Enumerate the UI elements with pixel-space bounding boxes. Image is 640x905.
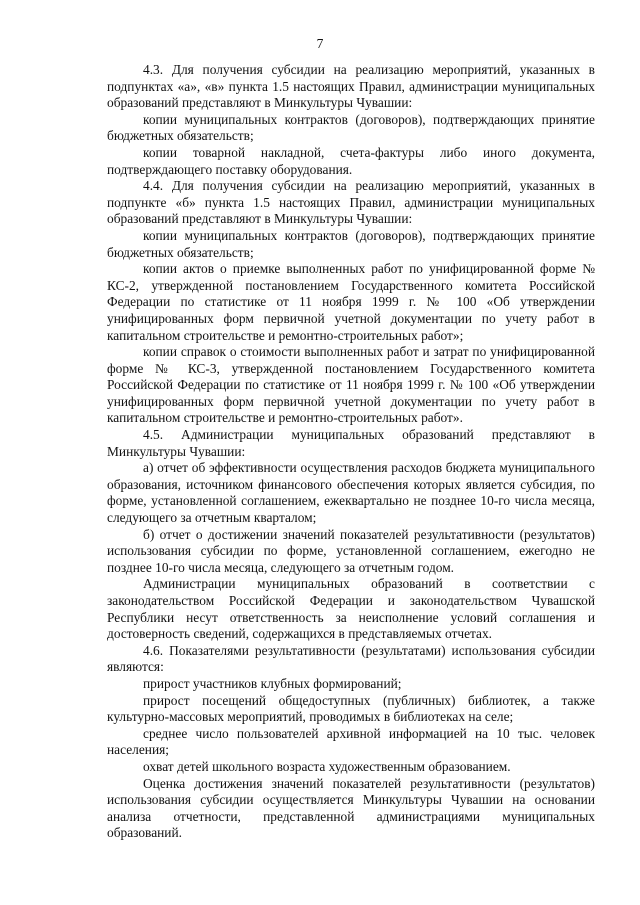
list-item-contracts: копии муниципальных контрактов (договоров), подтверждающих принятие бюджетных обязательств; <box>107 111 595 144</box>
list-item-invoices: копии товарной накладной, счета-фактуры либо иного документа, подтверждающего поставку оборудования. <box>107 144 595 177</box>
paragraph-4-6: 4.6. Показателями результативности (результатами) использования субсидии являются: <box>107 642 595 675</box>
paragraph-assessment: Оценка достижения значений показателей результативности (результатов) использования субсидии осуществляется Минкультуры Чувашии на основании анализа отчетности, представленной администрациями муниципальных образований. <box>107 775 595 841</box>
indicator-archive-users: среднее число пользователей архивной информацией на 10 тыс. человек населения; <box>107 725 595 758</box>
paragraph-4-4: 4.4. Для получения субсидии на реализацию мероприятий, указанных в подпункте «б» пункта 1.5 настоящих Правил, администрации муниципальных образований представляют в Минкультуры Чувашии: <box>107 178 595 227</box>
document-body <box>107 62 595 842</box>
indicator-library-visits: прирост посещений общедоступных (публичных) библиотек, а также культурно-массовых мероприятий, проводимых в библиотеках на селе; <box>107 692 595 725</box>
indicator-art-education: охват детей школьного возраста художественным образованием. <box>143 758 511 774</box>
indicator-club-participants: прирост участников клубных формирований; <box>143 675 402 691</box>
list-item-a-efficiency-report: а) отчет об эффективности осуществления расходов бюджета муниципального образования, источником финансового обеспечения которых является субсидия, по форме, установленной соглашением, ежеквартально не позднее 10-го числа месяца, следующего за отчетным кварталом; <box>107 460 595 526</box>
paragraph-responsibility: Администрации муниципальных образований в соответствии с законодательством Российской Федерации и законодательством Чувашской Республики несут ответственность за неисполнение условий соглашения и достоверность сведений, содержащихся в представляемых отчетах. <box>107 576 595 642</box>
paragraph-4-3: 4.3. Для получения субсидии на реализацию мероприятий, указанных в подпунктах «а», «в» пункта 1.5 настоящих Правил, администрации муниципальных образований представляют в Минкультуры Чувашии: <box>107 62 595 111</box>
list-item-ks3-certificates: копии справок о стоимости выполненных работ и затрат по унифицированной форме № КС-3, утвержденной постановлением Государственного комитета Российской Федерации по статистике от 11 ноября 1999 г. № 100 «Об утверждении унифицированных форм первичной учетной документации по учету работ в капитальном строительстве и ремонтно-строительных работ». <box>107 344 595 426</box>
list-item-ks2-acts: копии актов о приемке выполненных работ по унифицированной форме № КС-2, утвержденной постановлением Государственного комитета Российской Федерации по статистике от 11 ноября 1999 г. № 100 «Об утверждении унифицированных форм первичной учетной документации по учету работ в капитальном строительстве и ремонтно-строительных работ»; <box>107 261 595 343</box>
list-item-b-performance-report: б) отчет о достижении значений показателей результативности (результатов) использования субсидии по форме, установленной соглашением, ежегодно не позднее 10-го числа месяца, следующего за отчетным годом. <box>107 526 595 575</box>
list-item-contracts-2: копии муниципальных контрактов (договоров), подтверждающих принятие бюджетных обязательств; <box>107 227 595 260</box>
page-number: 7 <box>316 36 324 51</box>
paragraph-4-5: 4.5. Администрации муниципальных образований представляют в Минкультуры Чувашии: <box>107 427 595 459</box>
